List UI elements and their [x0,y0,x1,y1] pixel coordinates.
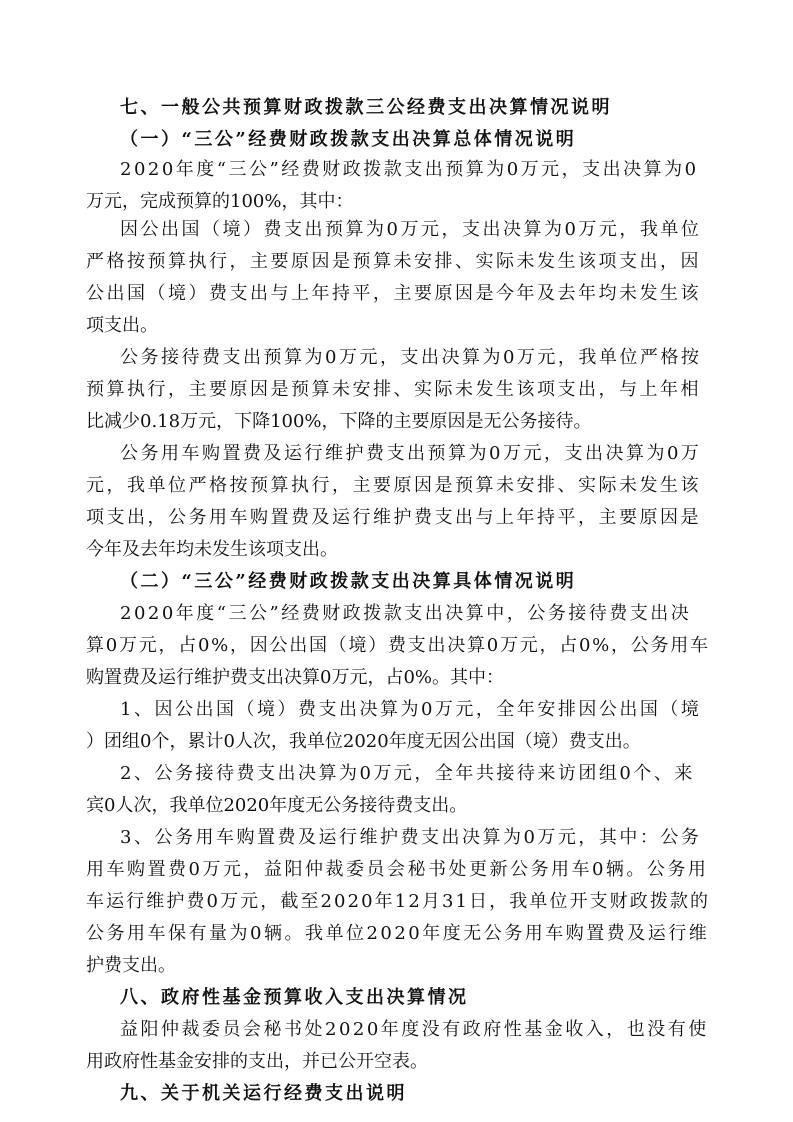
paragraph-line: 2020年度“三公”经费财政拨款支出决算中，公务接待费支出决 [120,603,692,624]
section-heading-8: 八、政府性基金预算收入支出决算情况 [120,987,469,1008]
paragraph-line: 车运行维护费0万元，截至2020年12月31日，我单位开支财政拨款的 [86,891,711,912]
section-heading-7: 七、一般公共预算财政拨款三公经费支出决算情况说明 [120,97,612,118]
paragraph-line: 万元，完成预算的100%，其中： [86,191,354,212]
paragraph-line: 公务用车购置费及运行维护费支出预算为0万元，支出决算为0万 [120,443,702,464]
paragraph-line: 公出国（境）费支出与上年持平，主要原因是今年及去年均未发生该 [86,283,701,304]
paragraph-line: 项支出。 [86,315,158,336]
paragraph-line: 算0万元，占0%，因公出国（境）费支出决算0万元，占0%，公务用车 [86,635,710,656]
paragraph-line: 用车购置费0万元，益阳仲裁委员会秘书处更新公务用车0辆。公务用 [86,859,709,880]
subsection-heading-2: （二）“三公”经费财政拨款支出决算具体情况说明 [120,571,577,592]
paragraph-line: 2020年度“三公”经费财政拨款支出预算为0万元，支出决算为0 [120,159,699,180]
paragraph-line: 护费支出。 [86,955,176,976]
paragraph-line: 益阳仲裁委员会秘书处2020年度没有政府性基金收入，也没有使 [120,1019,709,1040]
paragraph-line: ）团组0个，累计0人次，我单位2020年度无因公出国（境）费支出。 [86,731,641,752]
paragraph-line: 购置费及运行维护费支出决算0万元，占0%。其中： [86,667,505,688]
paragraph-line: 公务用车保有量为0辆。我单位2020年度无公务用车购置费及运行维 [86,923,710,944]
section-heading-9: 九、关于机关运行经费支出说明 [120,1083,407,1104]
paragraph-line: 公务接待费支出预算为0万元，支出决算为0万元，我单位严格按 [120,347,702,368]
paragraph-line: 比减少0.18万元，下降100%，下降的主要原因是无公务接待。 [86,411,592,432]
subsection-heading-1: （一）“三公”经费财政拨款支出决算总体情况说明 [120,129,577,150]
paragraph-line: 2、公务接待费支出决算为0万元，全年共接待来访团组0个、来 [120,763,695,784]
paragraph-line: 因公出国（境）费支出预算为0万元，支出决算为0万元，我单位 [120,219,702,240]
paragraph-line: 项支出，公务用车购置费及运行维护费支出与上年持平，主要原因是 [86,507,701,528]
paragraph-line: 元，我单位严格按预算执行，主要原因是预算未安排、实际未发生该 [86,475,701,496]
paragraph-line: 1、因公出国（境）费支出决算为0万元，全年安排因公出国（境 [120,699,702,720]
paragraph-line: 严格按预算执行，主要原因是预算未安排、实际未发生该项支出，因 [86,251,701,272]
paragraph-line: 用政府性基金安排的支出，并已公开空表。 [86,1051,428,1072]
paragraph-line: 今年及去年均未发生该项支出。 [86,539,338,560]
paragraph-line: 预算执行，主要原因是预算未安排、实际未发生该项支出，与上年相 [86,379,701,400]
paragraph-line: 3、公务用车购置费及运行维护费支出决算为0万元，其中：公务 [120,827,702,848]
paragraph-line: 宾0人次，我单位2020年度无公务接待费支出。 [86,795,468,816]
